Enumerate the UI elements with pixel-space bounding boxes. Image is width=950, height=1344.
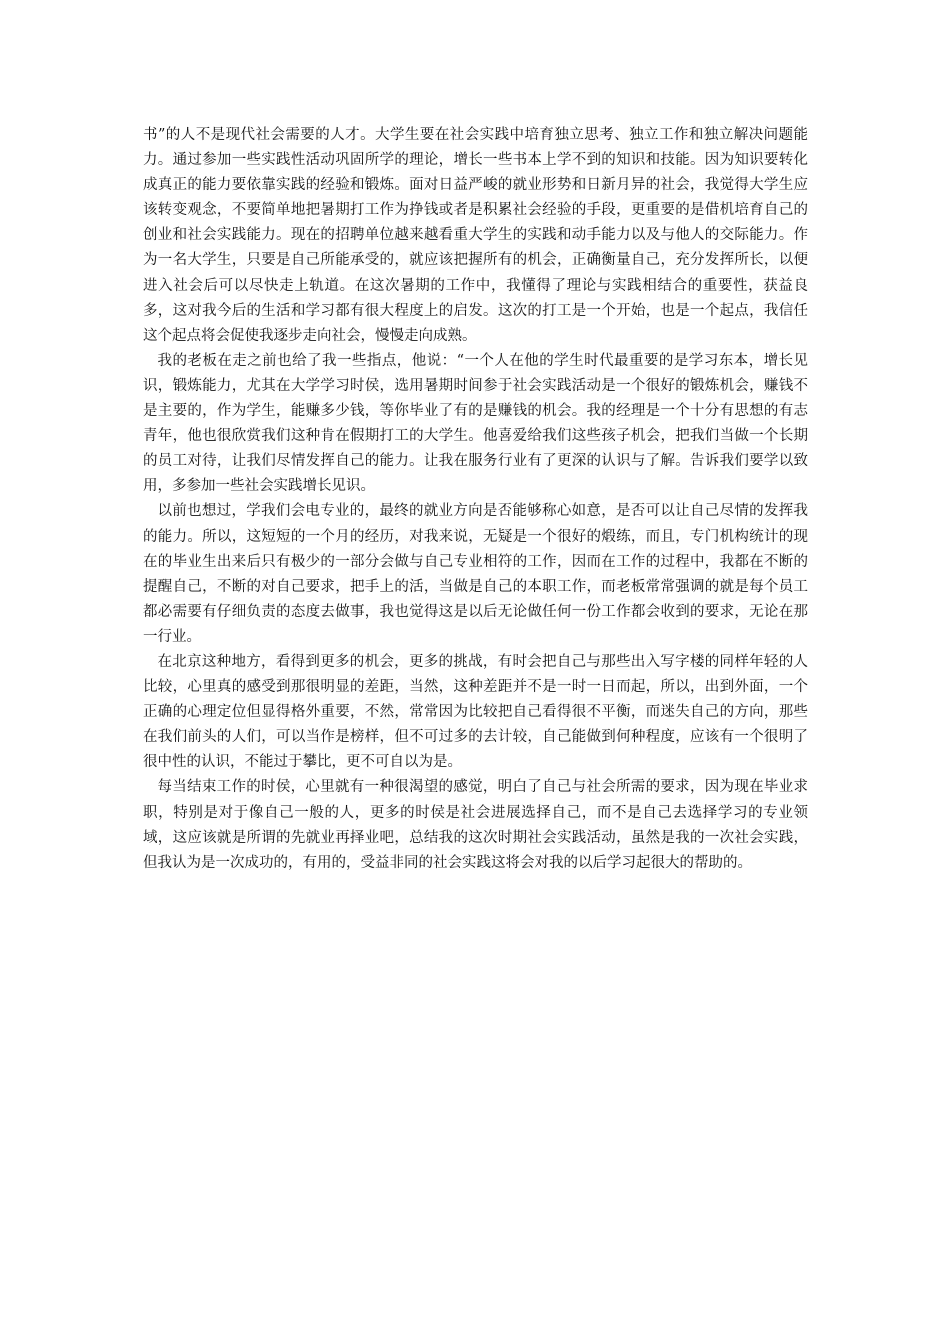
paragraph-5: 每当结束工作的时侯，心里就有一种很渴望的感觉，明白了自己与社会所需的要求，因为现在毕业求职，特别是对于像自己一般的人，更多的时侯是社会进展选择自己，而不是自己去选择学习的专业领域，这应该就是所谓的先就业再择业吧，总结我的这次时期社会实践活动，虽然是我的一次社会实践，但我认为是一次成功的，有用的，受益非同的社会实践这将会对我的以后学习起很大的帮助的。 [143,779,808,871]
paragraph-1: 书”的人不是现代社会需要的人才。大学生要在社会实践中培育独立思考、独立工作和独立解决问题能力。通过参加一些实践性活动巩固所学的理论，增长一些书本上学不到的知识和技能。因为知识要转化成真正的能力要依靠实践的经验和锻炼。面对日益严峻的就业形势和日新月异的社会，我觉得大学生应该转变观念，不要简单地把暑期打工作为挣钱或者是积累社会经验的手段，更重要的是借机培育自己的创业和社会实践能力。现在的招聘单位越来越看重大学生的实践和动手能力以及与他人的交际能力。作为一名大学生，只要是自己所能承受的，就应该把握所有的机会，正确衡量自己，充分发挥所长，以便进入社会后可以尽快走上轨道。在这次暑期的工作中，我懂得了理论与实践相结合的重要性，获益良多，这对我今后的生活和学习都有很大程度上的启发。这次的打工是一个开始，也是一个起点，我信任这个起点将会促使我逐步走向社会，慢慢走向成熟。 [143,127,808,344]
document-body [143,123,808,876]
paragraph-3: 以前也想过，学我们会电专业的，最终的就业方向是否能够称心如意，是否可以让自己尽情的发挥我的能力。所以，这短短的一个月的经历，对我来说，无疑是一个很好的煅练，而且，专门机构统计的现在的毕业生出来后只有极少的一部分会做与自己专业相符的工作，因而在工作的过程中，我都在不断的提醒自己，不断的对自己要求，把手上的活，当做是自己的本职工作，而老板常常强调的就是每个员工都必需要有仔细负责的态度去做事，我也觉得这是以后无论做任何一份工作都会收到的要求，无论在那一行业。 [143,503,808,645]
paragraph-2: 我的老板在走之前也给了我一些指点，他说：“一个人在他的学生时代最重要的是学习东本，增长见识，锻炼能力，尤其在大学学习时侯，选用暑期时间参于社会实践活动是一个很好的锻炼机会，赚钱不是主要的，作为学生，能赚多少钱，等你毕业了有的是赚钱的机会。我的经理是一个十分有思想的有志青年，他也很欣赏我们这种肯在假期打工的大学生。他喜爱给我们这些孩子机会，把我们当做一个长期的员工对待，让我们尽情发挥自己的能力。让我在服务行业有了更深的认识与了解。告诉我们要学以致用，多参加一些社会实践增长见识。 [143,352,808,495]
paragraph-4: 在北京这种地方，看得到更多的机会，更多的挑战，有时会把自己与那些出入写字楼的同样年轻的人比较，心里真的感受到那很明显的差距，当然，这种差距并不是一时一日而起，所以，出到外面，一个正确的心理定位但显得格外重要，不然，常常因为比较把自己看得很不平衡，而迷失自己的方向，那些在我们前头的人们，可以当作是榜样，但不可过多的去计较，自己能做到何种程度，应该有一个很明了很中性的认识，不能过于攀比，更不可自以为是。 [143,653,808,771]
